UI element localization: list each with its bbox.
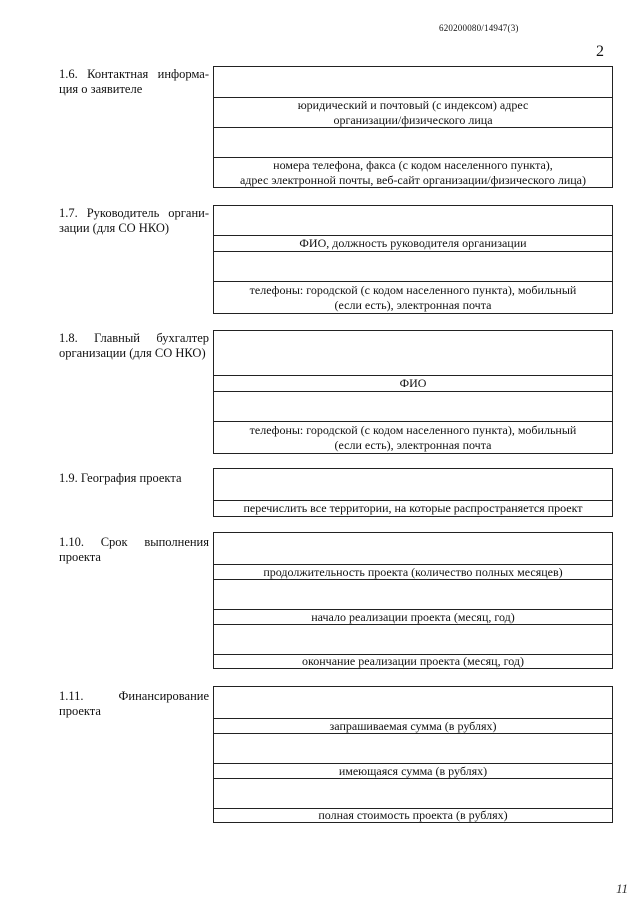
caption-line: запрашиваемая сумма (в рублях) <box>329 718 497 733</box>
caption-line: окончание реализации проекта (месяц, год) <box>302 654 524 668</box>
caption-line: телефоны: городской (с кодом населенного пункта), мобильный <box>249 282 577 297</box>
caption-line: номера телефона, факса (с кодом населенного пункта), <box>273 157 553 172</box>
section-label: 1.6. Контактная информа-ция о заявителе <box>59 67 209 96</box>
duration-form <box>213 532 613 669</box>
duration-input[interactable] <box>214 532 612 564</box>
requested-sum-input[interactable] <box>214 686 612 718</box>
accountant-phone-input[interactable] <box>214 391 612 421</box>
caption-line: начало реализации проекта (месяц, год) <box>311 609 515 624</box>
accountant-name-input[interactable] <box>214 330 612 375</box>
start-date-caption <box>214 609 612 624</box>
caption-line: телефоны: городской (с кодом населенного пункта), мобильный <box>249 422 577 437</box>
geography-caption <box>214 500 612 517</box>
phone-email-caption <box>214 157 612 188</box>
duration-caption <box>214 564 612 579</box>
caption-line: перечислить все территории, на которые распространяется проект <box>243 501 583 515</box>
end-date-input[interactable] <box>214 624 612 654</box>
address-input[interactable] <box>214 66 612 97</box>
total-cost-caption <box>214 808 612 823</box>
available-sum-input[interactable] <box>214 733 612 763</box>
available-sum-caption <box>214 763 612 778</box>
caption-line: имеющаяся сумма (в рублях) <box>338 763 488 778</box>
director-phone-input[interactable] <box>214 251 612 281</box>
handwritten-mark: 11 <box>615 881 628 896</box>
caption-line: адрес электронной почты, веб-сайт организации/физического лица) <box>239 172 586 187</box>
total-cost-input[interactable] <box>214 778 612 808</box>
director-phone-caption <box>214 281 612 314</box>
caption-line: юридический и почтовый (с индексом) адрес <box>297 97 529 112</box>
accountant-phone-caption <box>214 421 612 454</box>
section-label: 1.10. Срок выполнения проекта <box>59 535 209 564</box>
caption-line: организации/физического лица <box>333 112 493 127</box>
caption-line: (если есть), электронная почта <box>334 297 492 312</box>
document-number: 620200080/14947(3) <box>439 23 519 33</box>
accountant-form <box>213 330 613 454</box>
section-label: 1.11. Финансирование проекта <box>59 689 209 718</box>
caption-line: (если есть), электронная почта <box>334 437 492 452</box>
address-caption <box>214 97 612 127</box>
section-label: 1.9. География проекта <box>59 471 182 485</box>
end-date-caption <box>214 654 612 669</box>
caption-line: ФИО <box>399 376 427 390</box>
phone-email-input[interactable] <box>214 127 612 157</box>
section-label: 1.7. Руководитель органи-зации (для СО НКО) <box>59 206 209 235</box>
geography-form <box>213 468 613 517</box>
caption-line: продолжительность проекта (количество полных месяцев) <box>263 564 563 579</box>
director-name-input[interactable] <box>214 205 612 235</box>
caption-line: полная стоимость проекта (в рублях) <box>318 808 508 822</box>
accountant-name-caption <box>214 375 612 391</box>
caption-line: ФИО, должность руководителя организации <box>299 236 527 250</box>
page-number: 2 <box>596 43 604 60</box>
director-name-caption <box>214 235 612 251</box>
financing-form <box>213 686 613 823</box>
director-form <box>213 205 613 314</box>
requested-sum-caption <box>214 718 612 733</box>
contact-info-form <box>213 66 613 188</box>
section-label: 1.8. Главный бухгалтер организации (для СО НКО) <box>59 331 209 360</box>
start-date-input[interactable] <box>214 579 612 609</box>
geography-input[interactable] <box>214 468 612 500</box>
